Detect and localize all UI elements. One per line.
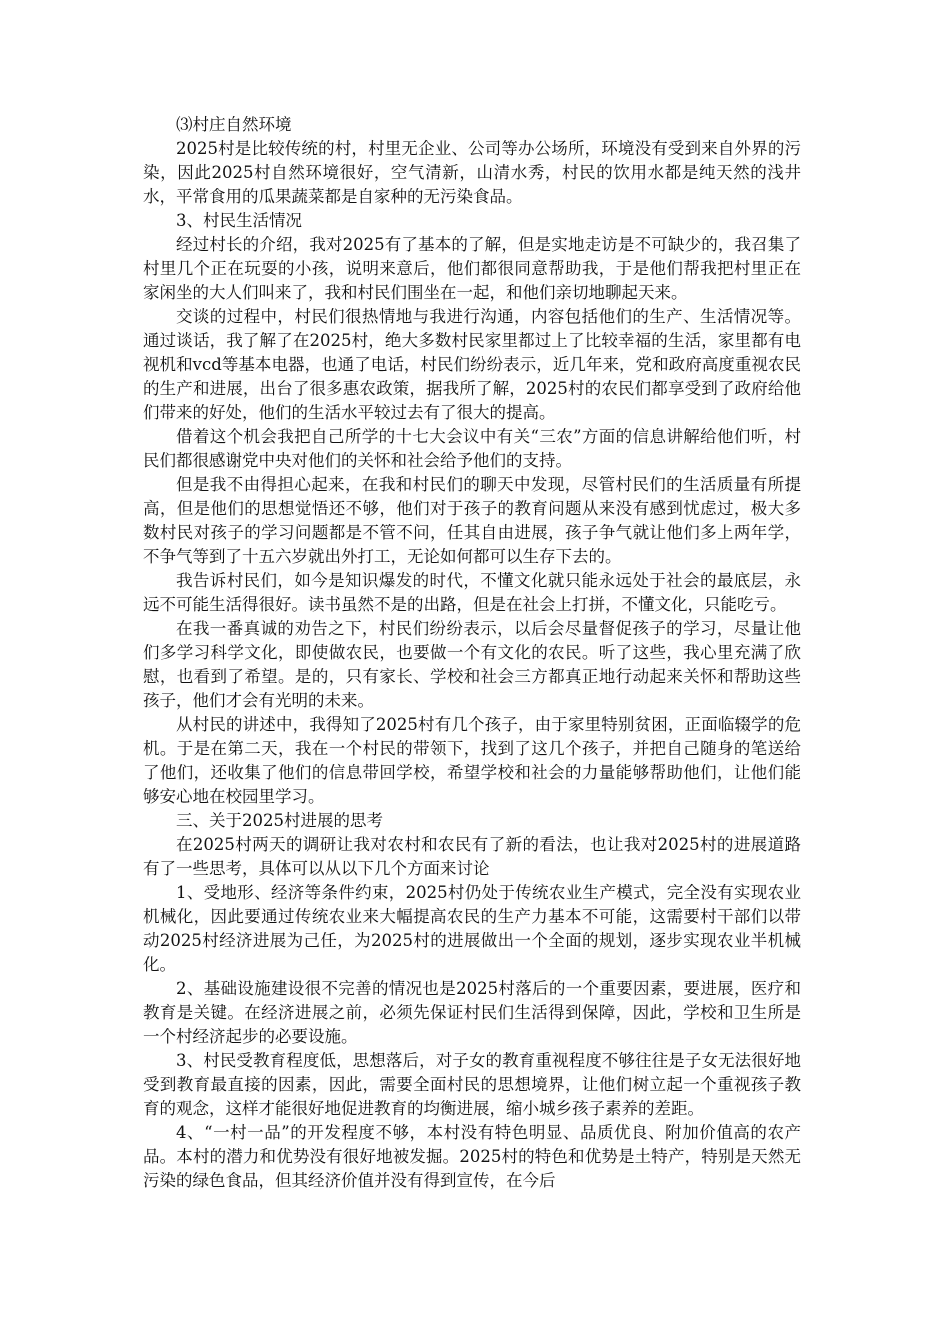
paragraph: 但是我不由得担心起来，在我和村民们的聊天中发现，尽管村民们的生活质量有所提高，但是他们的思想觉悟还不够，他们对于孩子的教育问题从来没有感到忧虑过，极大多数村民对孩子的学习问题都是不管不问，任其自由进展，孩子争气就让他们多上两年学，不争气等到了十五六岁就出外打工，无论如何都可以生存下去的。	[143, 475, 801, 566]
paragraph: 我告诉村民们，如今是知识爆发的时代，不懂文化就只能永远处于社会的最底层，永远不可能生活得很好。读书虽然不是的出路，但是在社会上打拼，不懂文化，只能吃亏。	[143, 571, 801, 614]
list-item: 4、“一村一品”的开发程度不够，本村没有特色明显、品质优良、附加价值高的农产品。本村的潜力和优势没有很好地被发掘。2025村的特色和优势是土特产，特别是天然无污染的绿色食品，但其经济价值并没有得到宣传，在今后	[143, 1123, 801, 1190]
paragraph: 从村民的讲述中，我得知了2025村有几个孩子，由于家里特别贫困，正面临辍学的危机。于是在第二天，我在一个村民的带领下，找到了这几个孩子，并把自己随身的笔送给了他们，还收集了他们的信息带回学校，希望学校和社会的力量能够帮助他们，让他们能够安心地在校园里学习。	[143, 715, 801, 806]
paragraph: 在2025村两天的调研让我对农村和农民有了新的看法，也让我对2025村的进展道路有了一些思考，具体可以从以下几个方面来讨论	[143, 835, 801, 878]
paragraph: 经过村长的介绍，我对2025有了基本的了解，但是实地走访是不可缺少的，我召集了村里几个正在玩耍的小孩，说明来意后，他们都很同意帮助我，于是他们帮我把村里正在家闲坐的大人们叫来了，我和村民们围坐在一起，和他们亲切地聊起天来。	[143, 235, 801, 302]
list-item: 2、基础设施建设很不完善的情况也是2025村落后的一个重要因素，要进展，医疗和教育是关键。在经济进展之前，必须先保证村民们生活得到保障，因此，学校和卫生所是一个村经济起步的必要设施。	[143, 979, 801, 1046]
subheading-village-environment: ⑶村庄自然环境	[176, 115, 292, 134]
document-page	[143, 113, 801, 1193]
paragraph: 交谈的过程中，村民们很热情地与我进行沟通，内容包括他们的生产、生活情况等。通过谈话，我了解了在2025村，绝大多数村民家里都过上了比较幸福的生活，家里都有电视机和vcd等基本电器，也通了电话，村民们纷纷表示，近几年来，党和政府高度重视农民的生产和进展，出台了很多惠农政策，据我所了解，2025村的农民们都享受到了政府给他们带来的好处，他们的生活水平较过去有了很大的提高。	[143, 307, 801, 422]
section-heading-development-thoughts: 三、关于2025村进展的思考	[176, 811, 383, 830]
paragraph: 借着这个机会我把自己所学的十七大会议中有关“三农”方面的信息讲解给他们听，村民们都很感谢党中央对他们的关怀和社会给予他们的支持。	[143, 427, 801, 470]
paragraph: 2025村是比较传统的村，村里无企业、公司等办公场所，环境没有受到来自外界的污染，因此2025村自然环境很好，空气清新，山清水秀，村民的饮用水都是纯天然的浅井水，平常食用的瓜果蔬菜都是自家种的无污染食品。	[143, 139, 801, 206]
list-item: 1、受地形、经济等条件约束，2025村仍处于传统农业生产模式，完全没有实现农业机械化，因此要通过传统农业来大幅提高农民的生产力基本不可能，这需要村干部们以带动2025村经济进展为己任，为2025村的进展做出一个全面的规划，逐步实现农业半机械化。	[143, 883, 801, 974]
paragraph: 在我一番真诚的劝告之下，村民们纷纷表示，以后会尽量督促孩子的学习，尽量让他们多学习科学文化，即使做农民，也要做一个有文化的农民。听了这些，我心里充满了欣慰，也看到了希望。是的，只有家长、学校和社会三方都真正地行动起来关怀和帮助这些孩子，他们才会有光明的未来。	[143, 619, 801, 710]
list-item: 3、村民受教育程度低，思想落后，对子女的教育重视程度不够往往是子女无法很好地受到教育最直接的因素，因此，需要全面村民的思想境界，让他们树立起一个重视孩子教育的观念，这样才能很好地促进教育的均衡进展，缩小城乡孩子素养的差距。	[143, 1051, 801, 1118]
subheading-villager-life: 3、村民生活情况	[176, 211, 302, 230]
